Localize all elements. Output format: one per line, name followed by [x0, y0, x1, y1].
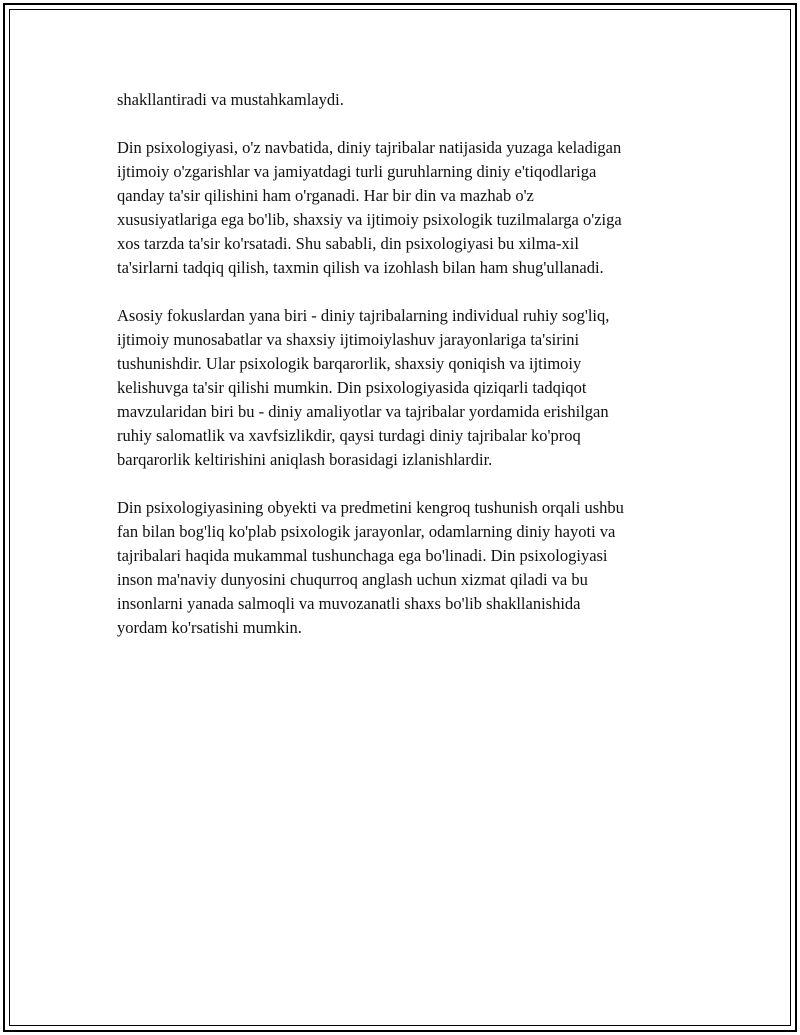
- paragraph-4: [117, 496, 697, 640]
- text-line: barqarorlik keltirishini aniqlash borasidagi izlanishlardir.: [117, 450, 493, 469]
- text-line: fan bilan bog'liq ko'plab psixologik jarayonlar, odamlarning diniy hayoti va: [117, 522, 616, 541]
- text-line: ruhiy salomatlik va xavfsizlikdir, qaysi turdagi diniy tajribalar ko'proq: [117, 426, 581, 445]
- paragraph-3: [117, 304, 697, 472]
- text-line: insonlarni yanada salmoqli va muvozanatli shaxs bo'lib shakllanishida: [117, 594, 581, 613]
- text-line: xos tarzda ta'sir ko'rsatadi. Shu sababli, din psixologiyasi bu xilma-xil: [117, 234, 579, 253]
- text-line: mavzularidan biri bu - diniy amaliyotlar va tajribalar yordamida erishilgan: [117, 402, 609, 421]
- text-line: kelishuvga ta'sir qilishi mumkin. Din psixologiyasida qiziqarli tadqiqot: [117, 378, 587, 397]
- text-line: yordam ko'rsatishi mumkin.: [117, 618, 302, 637]
- text-line: Din psixologiyasi, o'z navbatida, diniy tajribalar natijasida yuzaga keladigan: [117, 138, 622, 157]
- text-line: qanday ta'sir qilishini ham o'rganadi. Har bir din va mazhab o'z: [117, 186, 534, 205]
- text-line: ta'sirlarni tadqiq qilish, taxmin qilish va izohlash bilan ham shug'ullanadi.: [117, 258, 604, 277]
- document-body: [117, 88, 697, 664]
- text-line: ijtimoiy o'zgarishlar va jamiyatdagi turli guruhlarning diniy e'tiqodlariga: [117, 162, 597, 181]
- text-line: tushunishdir. Ular psixologik barqarorlik, shaxsiy qoniqish va ijtimoiy: [117, 354, 582, 373]
- text-line: tajribalari haqida mukammal tushunchaga ega bo'linadi. Din psixologiyasi: [117, 546, 608, 565]
- text-line: ijtimoiy munosabatlar va shaxsiy ijtimoiylashuv jarayonlariga ta'sirini: [117, 330, 580, 349]
- text-line: xususiyatlariga ega bo'lib, shaxsiy va ijtimoiy psixologik tuzilmalarga o'ziga: [117, 210, 622, 229]
- text-line: Asosiy fokuslardan yana biri - diniy tajribalarning individual ruhiy sog'liq,: [117, 306, 610, 325]
- text-line: Din psixologiyasining obyekti va predmetini kengroq tushunish orqali ushbu: [117, 498, 624, 517]
- text-line: inson ma'naviy dunyosini chuqurroq anglash uchun xizmat qiladi va bu: [117, 570, 588, 589]
- text-line: shakllantiradi va mustahkamlaydi.: [117, 90, 344, 109]
- paragraph-2: [117, 136, 697, 280]
- paragraph-1: [117, 88, 697, 112]
